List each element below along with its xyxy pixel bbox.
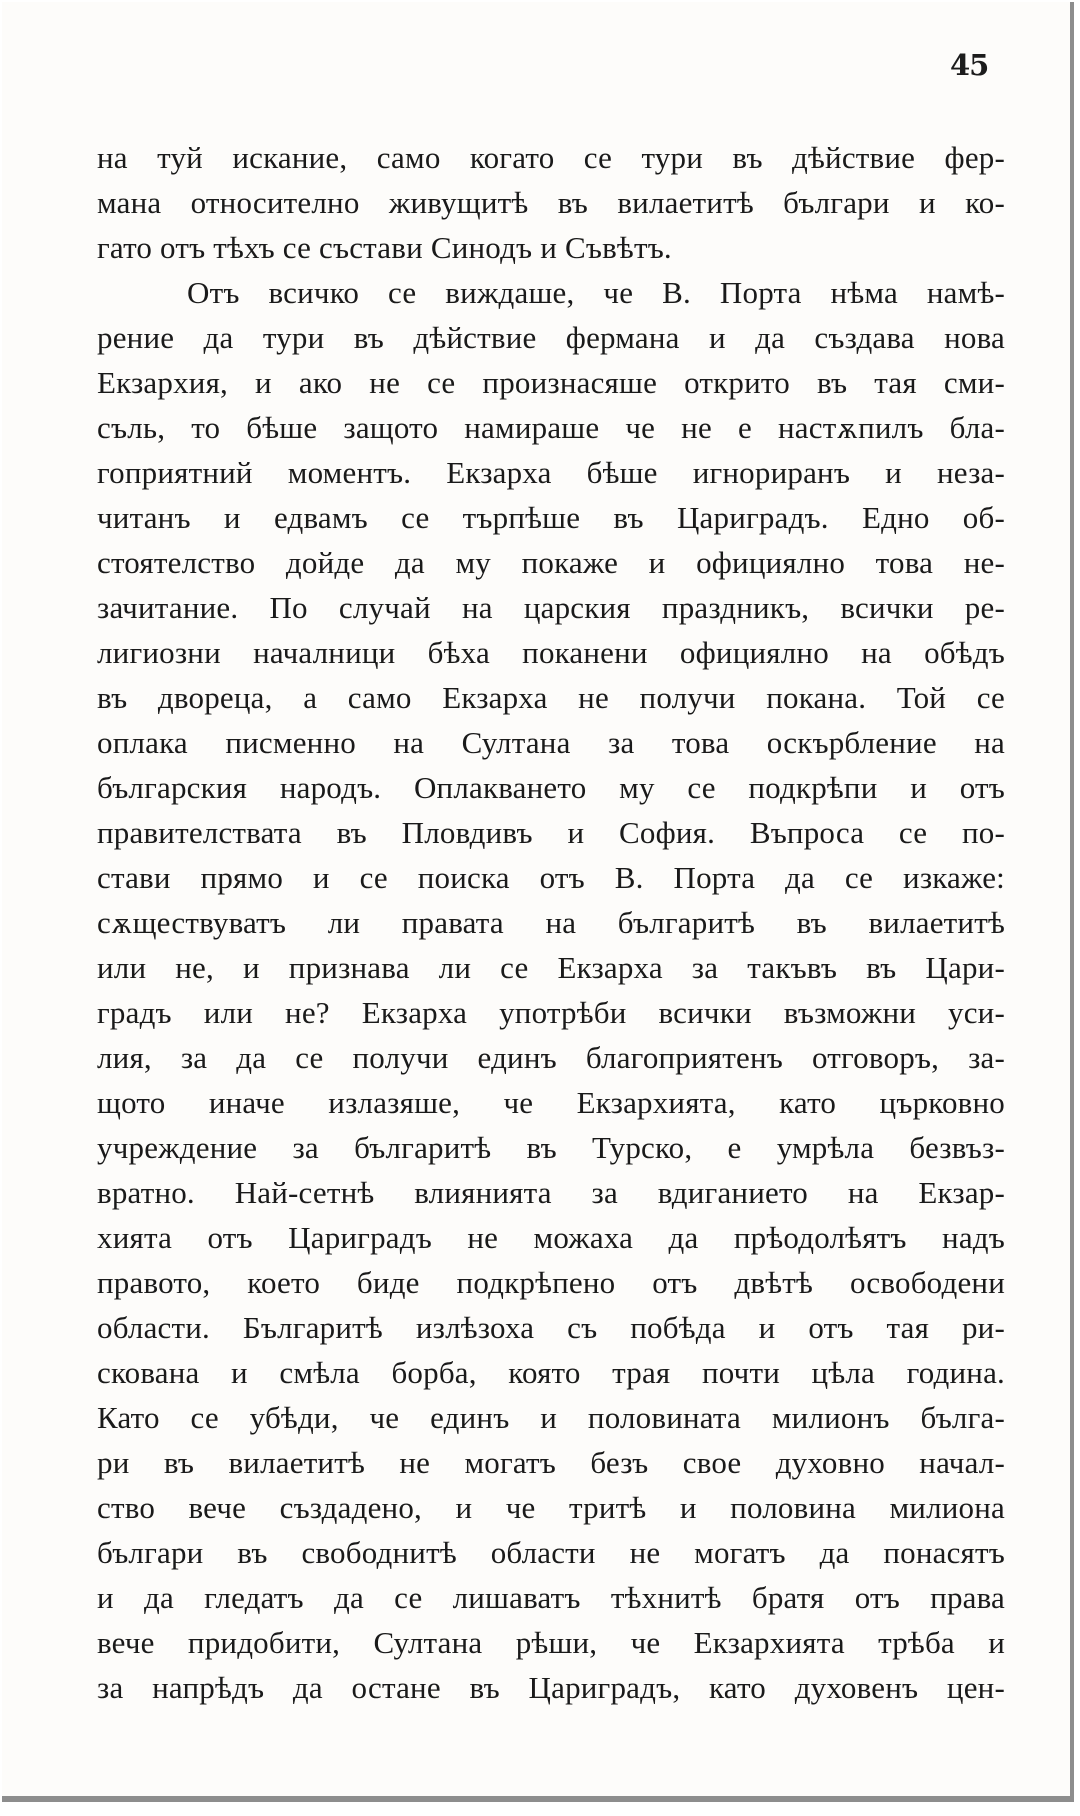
text-line: хията отъ Цариградъ не можаха да прѣодолѣятъ надъ (97, 1220, 1005, 1255)
text-line: стави прямо и се поиска отъ В. Порта да се изкаже: (97, 860, 1005, 895)
page-text (97, 135, 1005, 1710)
text-line: стоятелство дойде да му покаже и официялно това не- (97, 545, 1005, 580)
text-line: области. Българитѣ излѣзоха съ побѣда и отъ тая ри- (97, 1310, 1005, 1345)
text-line: лия, за да се получи единъ благоприятенъ отговоръ, за- (97, 1040, 1005, 1075)
text-line: съль, то бѣше защото намираше че не е настѫпилъ бла- (97, 410, 1005, 445)
text-line: читанъ и едвамъ се търпѣше въ Цариградъ. Едно об- (97, 500, 1005, 535)
text-line: щото иначе излазяше, че Екзархията, като църковно (97, 1085, 1005, 1120)
text-line: вече придобити, Султана рѣши, че Екзархията трѣба и (97, 1625, 1005, 1660)
paper-sheet (2, 2, 1074, 1802)
text-line: градъ или не? Екзарха употрѣби всички възможни уси- (97, 995, 1005, 1030)
text-line: правото, което биде подкрѣпено отъ двѣтѣ освободени (97, 1265, 1005, 1300)
text-line: ри въ вилаетитѣ не могатъ безъ свое духовно начал- (97, 1445, 1005, 1480)
text-line: сѫществуватъ ли правата на българитѣ въ вилаетитѣ (97, 905, 1005, 940)
text-line: лигиозни началници бѣха поканени официялно на обѣдъ (97, 635, 1005, 670)
text-line: гоприятний моментъ. Екзарха бѣше игнориранъ и неза- (97, 455, 1005, 490)
text-line: учреждение за българитѣ въ Турско, е умрѣла безвъз- (97, 1130, 1005, 1165)
text-line: мана относително живущитѣ въ вилаетитѣ българи и ко- (97, 185, 1005, 220)
text-line: на туй искание, само когато се тури въ дѣйствие фер- (97, 140, 1005, 175)
text-line: Екзархия, и ако не се произнасяше открито въ тая сми- (97, 365, 1005, 400)
text-line: рение да тури въ дѣйствие фермана и да създава нова (97, 320, 1005, 355)
text-line: скована и смѣла борба, която трая почти цѣла година. (97, 1355, 1005, 1390)
text-line: Отъ всичко се виждаше, че В. Порта нѣма намѣ- (187, 275, 1005, 310)
text-line: ство вече създадено, и че тритѣ и половина милиона (97, 1490, 1005, 1525)
page-number: 45 (950, 48, 989, 82)
text-line: въ двореца, а само Екзарха не получи покана. Той се (97, 680, 1005, 715)
text-line: гато отъ тѣхъ се състави Синодъ и Съвѣтъ. (97, 230, 672, 265)
text-line: българи въ свободнитѣ области не могатъ да понасятъ (97, 1535, 1005, 1570)
text-line: оплака писменно на Султана за това оскърбление на (97, 725, 1005, 760)
text-line: Като се убѣди, че единъ и половината милионъ бълга- (97, 1400, 1005, 1435)
text-line: или не, и признава ли се Екзарха за такъвъ въ Цари- (97, 950, 1005, 985)
text-line: правителствата въ Пловдивъ и София. Въпроса се по- (97, 815, 1005, 850)
text-line: за напрѣдъ да остане въ Цариградъ, като духовенъ цен- (97, 1670, 1005, 1705)
text-line: вратно. Най-сетнѣ влиянията за вдиганието на Екзар- (97, 1175, 1005, 1210)
text-line: и да гледатъ да се лишаватъ тѣхнитѣ братя отъ права (97, 1580, 1005, 1615)
text-line: българския народъ. Оплакването му се подкрѣпи и отъ (97, 770, 1005, 805)
text-line: зачитание. По случай на царския праздникъ, всички ре- (97, 590, 1005, 625)
